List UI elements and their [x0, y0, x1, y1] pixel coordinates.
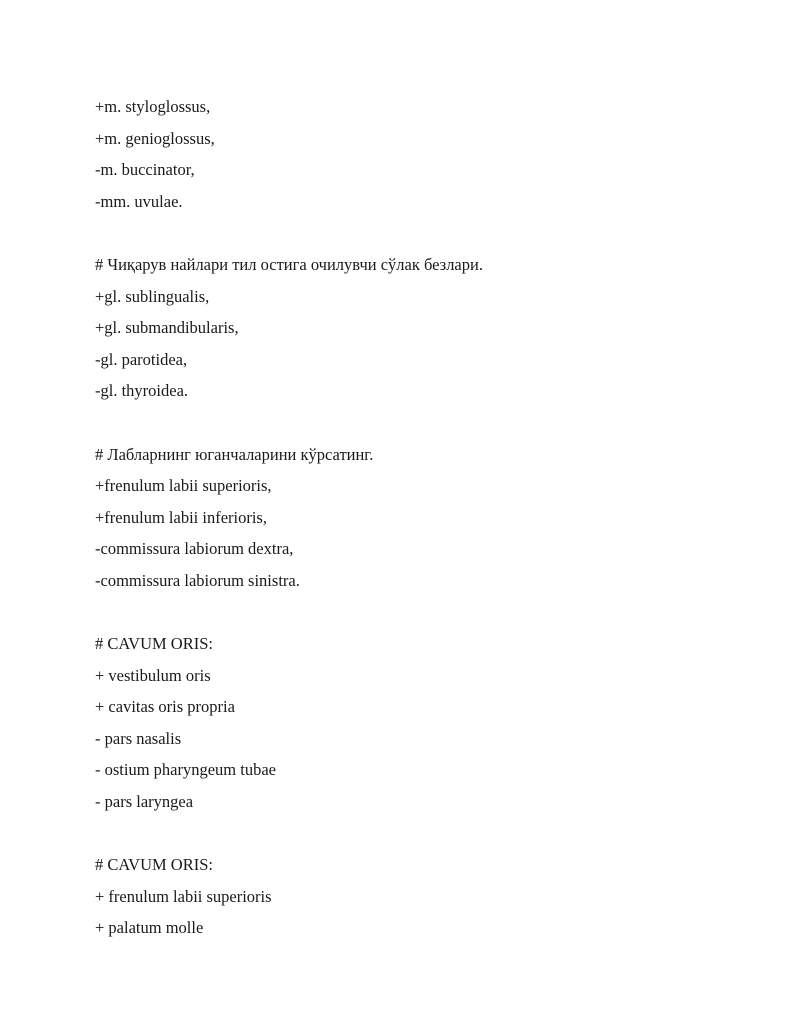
question-text: # Лабларнинг юганчаларини кўрсатинг.: [95, 444, 374, 464]
answer-option: + cavitas oris propria: [95, 697, 235, 717]
answer-option: +m. genioglossus,: [95, 128, 215, 148]
answer-option: +gl. submandibularis,: [95, 318, 239, 338]
paragraph-spacer: [95, 407, 735, 439]
paragraph-spacer: [95, 818, 735, 850]
answer-option: -gl. parotidea,: [95, 349, 188, 369]
answer-option: -gl. thyroidea.: [95, 381, 189, 401]
answer-group-0: [95, 91, 735, 217]
answer-option: + frenulum labii superioris: [95, 886, 272, 906]
answer-option: + palatum molle: [95, 918, 204, 938]
answer-option: -commissura labiorum dextra,: [95, 539, 294, 559]
question-block-2: [95, 439, 735, 597]
answer-option: - pars nasalis: [95, 728, 182, 748]
question-block-1: [95, 249, 735, 407]
question-block-3: [95, 628, 735, 818]
answer-option: - ostium pharyngeum tubae: [95, 760, 277, 780]
question-text: # Чиқарув найлари тил остига очилувчи сўлак безлари.: [95, 254, 483, 274]
paragraph-spacer: [95, 597, 735, 629]
question-text: # CAVUM ORIS:: [95, 855, 213, 875]
question-text: # CAVUM ORIS:: [95, 634, 213, 654]
document-content: [95, 91, 735, 944]
answer-option: -commissura labiorum sinistra.: [95, 570, 300, 590]
answer-option: +frenulum labii inferioris,: [95, 507, 267, 527]
answer-option: -mm. uvulae.: [95, 191, 183, 211]
answer-option: - pars laryngea: [95, 792, 194, 812]
question-block-4: [95, 849, 735, 944]
paragraph-spacer: [95, 217, 735, 249]
answer-option: +gl. sublingualis,: [95, 286, 210, 306]
answer-option: +m. styloglossus,: [95, 97, 211, 116]
answer-option: -m. buccinator,: [95, 160, 195, 180]
answer-option: + vestibulum oris: [95, 665, 211, 685]
answer-option: +frenulum labii superioris,: [95, 476, 272, 496]
